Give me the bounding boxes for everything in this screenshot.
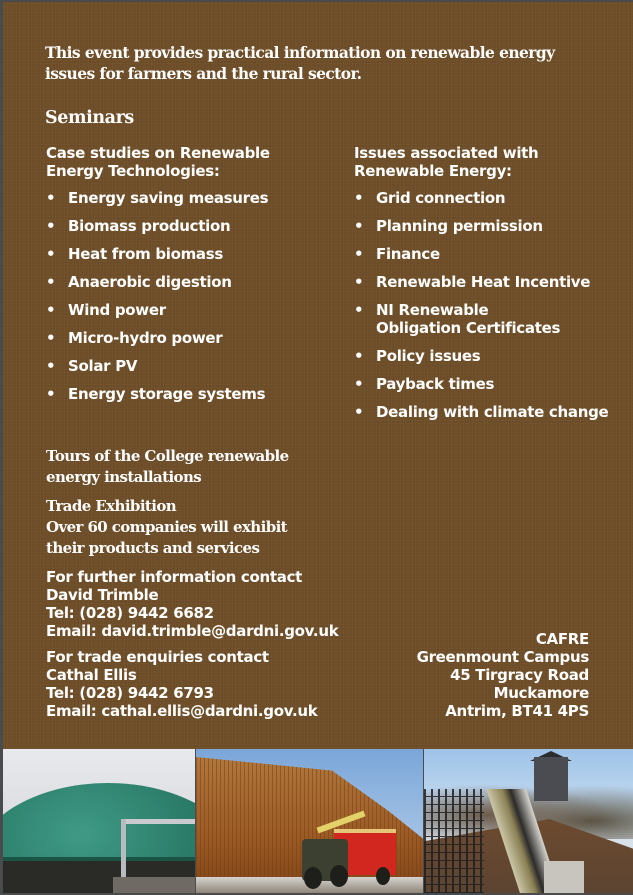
photo-willow-harvest bbox=[195, 749, 423, 893]
bullet-icon: • bbox=[354, 403, 364, 421]
trade-exhibition: Trade Exhibition Over 60 companies will exhibit their products and services bbox=[46, 496, 346, 559]
flyer-page bbox=[3, 2, 633, 893]
bullet-icon: • bbox=[354, 347, 364, 365]
bullet-icon: • bbox=[46, 385, 56, 403]
trade-title: Trade Exhibition bbox=[46, 497, 177, 515]
list-item: • Micro-hydro power bbox=[46, 329, 223, 347]
issues-list bbox=[354, 189, 624, 421]
bullet-icon: • bbox=[354, 217, 364, 235]
info-contact: For further information contact David Trimble Tel: (028) 9442 6682 Email: david.trimble@dardni.gov.uk bbox=[46, 568, 339, 640]
trade-contact: For trade enquiries contact Cathal Ellis Tel: (028) 9442 6793 Email: cathal.ellis@dardni.gov.uk bbox=[46, 648, 318, 720]
photo-anaerobic-digester bbox=[3, 749, 195, 893]
list-item: • Finance bbox=[354, 245, 440, 263]
list-item: • Payback times bbox=[354, 375, 495, 393]
bullet-icon: • bbox=[354, 245, 364, 263]
list-item: • Dealing with climate change bbox=[354, 403, 609, 421]
left-column-heading: Case studies on Renewable Energy Technologies: bbox=[46, 144, 270, 180]
bullet-icon: • bbox=[46, 245, 56, 263]
seminars-left-column bbox=[46, 144, 336, 413]
bullet-icon: • bbox=[354, 189, 364, 207]
technologies-list bbox=[46, 189, 336, 403]
seminars-heading: Seminars bbox=[45, 108, 134, 128]
contact-name: David Trimble bbox=[46, 586, 159, 604]
bullet-icon: • bbox=[46, 329, 56, 347]
contact-name: Cathal Ellis bbox=[46, 666, 137, 684]
tours-text: Tours of the College renewable energy installations bbox=[46, 447, 289, 486]
list-item: • NI Renewable Obligation Certificates bbox=[354, 301, 561, 337]
list-item: • Policy issues bbox=[354, 347, 481, 365]
bullet-icon: • bbox=[46, 357, 56, 375]
intro-text: This event provides practical information on renewable energy issues for farmers and the rural sector. bbox=[45, 43, 555, 83]
bullet-icon: • bbox=[46, 301, 56, 319]
contact-tel: Tel: (028) 9442 6682 bbox=[46, 604, 214, 622]
right-column-heading: Issues associated with Renewable Energy: bbox=[354, 144, 539, 180]
photo-micro-hydro bbox=[423, 749, 633, 893]
bullet-icon: • bbox=[46, 273, 56, 291]
bullet-icon: • bbox=[354, 375, 364, 393]
org-name: CAFRE bbox=[535, 630, 589, 648]
seminars-right-column bbox=[354, 144, 624, 431]
list-item: • Wind power bbox=[46, 301, 166, 319]
list-item: • Anaerobic digestion bbox=[46, 273, 232, 291]
contact-email[interactable]: Email: cathal.ellis@dardni.gov.uk bbox=[46, 702, 318, 720]
venue-address: CAFRE Greenmount Campus 45 Tirgracy Road Muckamore Antrim, BT41 4PS bbox=[416, 630, 589, 720]
bullet-icon: • bbox=[46, 217, 56, 235]
list-item: • Energy saving measures bbox=[46, 189, 269, 207]
list-item: • Heat from biomass bbox=[46, 245, 224, 263]
list-item: • Energy storage systems bbox=[46, 385, 266, 403]
list-item: • Grid connection bbox=[354, 189, 506, 207]
bullet-icon: • bbox=[46, 189, 56, 207]
bullet-icon: • bbox=[354, 273, 364, 291]
contact-tel: Tel: (028) 9442 6793 bbox=[46, 684, 214, 702]
photo-strip bbox=[3, 749, 633, 893]
list-item: • Planning permission bbox=[354, 217, 543, 235]
list-item: • Solar PV bbox=[46, 357, 138, 375]
contact-email[interactable]: Email: david.trimble@dardni.gov.uk bbox=[46, 622, 339, 640]
bullet-icon: • bbox=[354, 301, 364, 319]
list-item: • Biomass production bbox=[46, 217, 231, 235]
list-item: • Renewable Heat Incentive bbox=[354, 273, 591, 291]
